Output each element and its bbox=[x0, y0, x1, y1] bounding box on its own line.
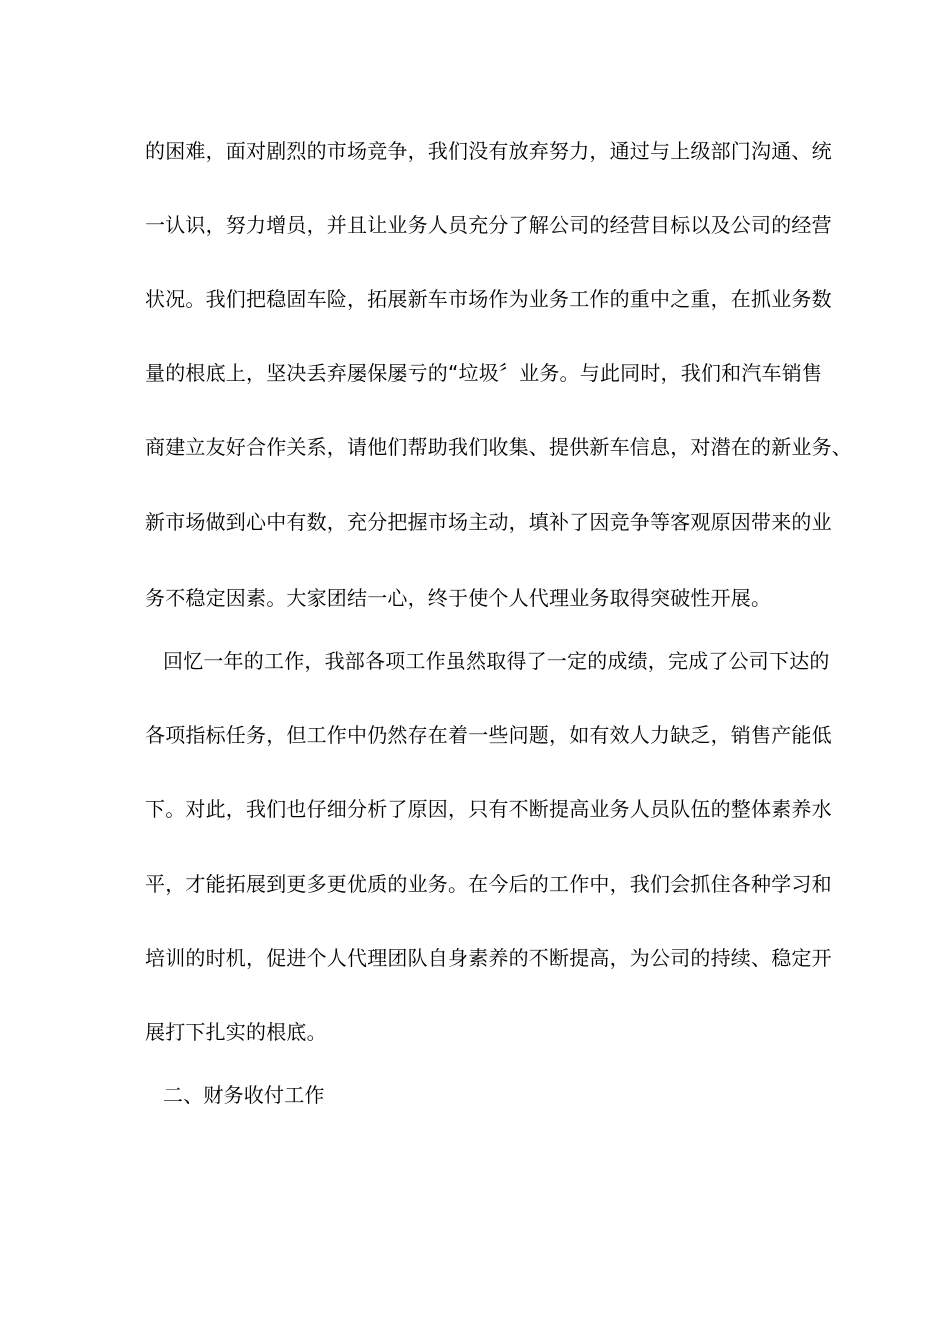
text-line: 一认识，努力增员，并且让业务人员充分了解公司的经营目标以及公司的经营 bbox=[145, 213, 832, 237]
text-line: 各项指标任务，但工作中仍然存在着一些问题，如有效人力缺乏，销售产能低 bbox=[145, 723, 832, 747]
text-line: 状况。我们把稳固车险，拓展新车市场作为业务工作的重中之重，在抓业务数 bbox=[145, 287, 832, 311]
text-line: 商建立友好合作关系，请他们帮助我们收集、提供新车信息，对潜在的新业务、 bbox=[145, 435, 852, 459]
text-line: 新市场做到心中有数，充分把握市场主动，填补了因竞争等客观原因带来的业 bbox=[145, 510, 832, 534]
text-line: 下。对此，我们也仔细分析了原因，只有不断提高业务人员队伍的整体素养水 bbox=[145, 797, 832, 821]
text-line: 培训的时机，促进个人代理团队自身素养的不断提高，为公司的持续、稳定开 bbox=[145, 946, 832, 970]
paragraph-start-line: 回忆一年的工作，我部各项工作虽然取得了一定的成绩，完成了公司下达的 bbox=[163, 649, 830, 673]
text-line: 务不稳定因素。大家团结一心，终于使个人代理业务取得突破性开展。 bbox=[145, 586, 772, 610]
section-heading: 二、财务收付工作 bbox=[163, 1083, 325, 1107]
text-line: 展打下扎实的根底。 bbox=[145, 1020, 327, 1044]
text-line: 量的根底上，坚决丢弃屡保屡亏的“垃圾〞业务。与此同时，我们和汽车销售 bbox=[145, 361, 823, 385]
text-line: 的困难，面对剧烈的市场竞争，我们没有放弃努力，通过与上级部门沟通、统 bbox=[145, 139, 832, 163]
text-line: 平，才能拓展到更多更优质的业务。在今后的工作中，我们会抓住各种学习和 bbox=[145, 872, 832, 896]
